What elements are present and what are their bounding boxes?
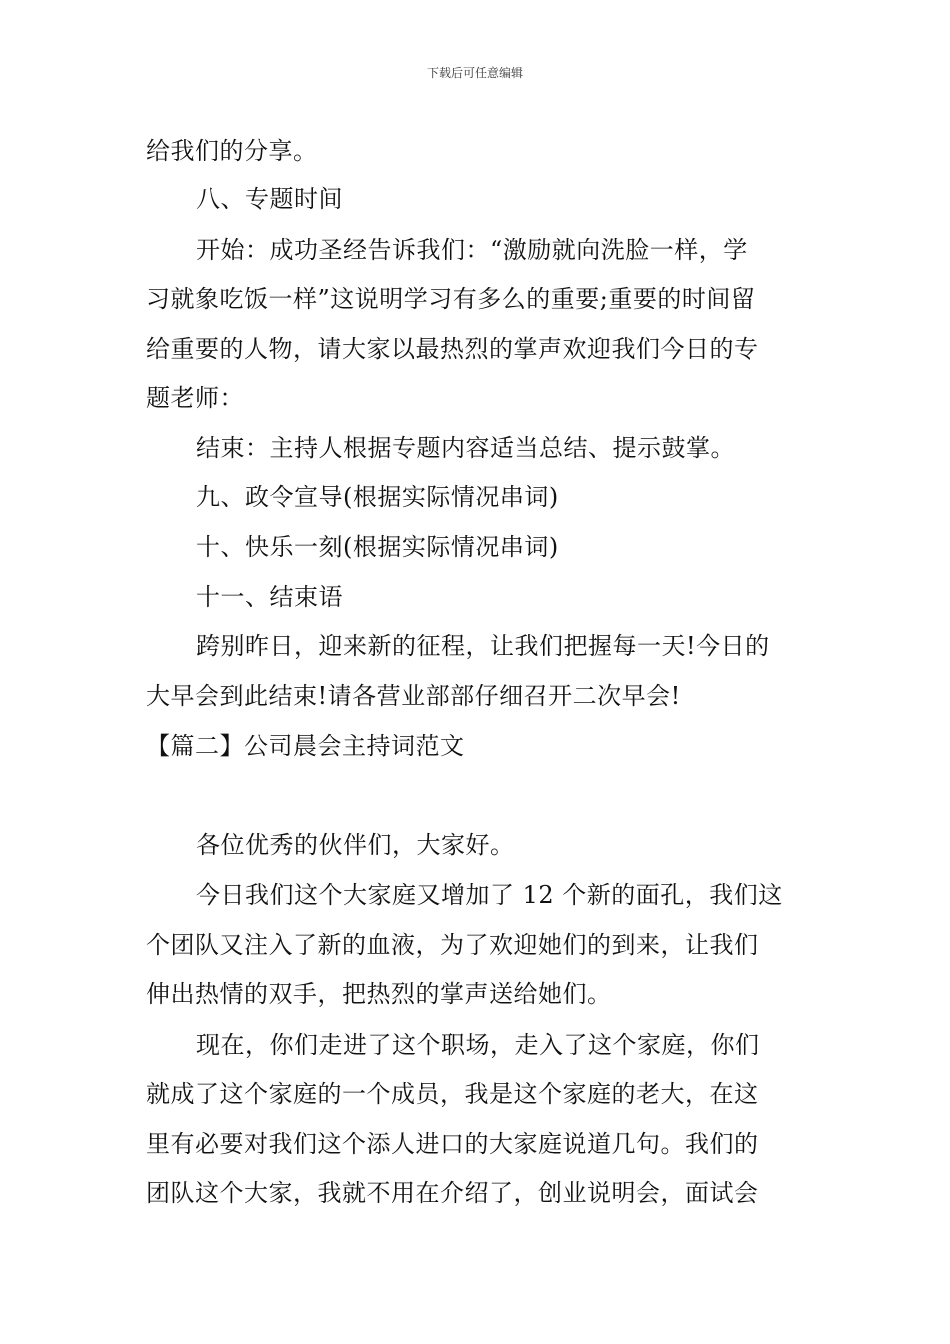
paragraph-line: 给重要的人物，请大家以最热烈的掌声欢迎我们今日的专	[146, 335, 759, 363]
section-heading: 八、专题时间	[196, 185, 343, 213]
paragraph-line: 大早会到此结束!请各营业部部仔细召开二次早会!	[146, 682, 681, 710]
paragraph-line: 今日我们这个大家庭又增加了 12 个新的面孔，我们这	[196, 881, 783, 909]
paragraph-line: 个团队又注入了新的血液，为了欢迎她们的到来，让我们	[146, 931, 759, 959]
paragraph-line: 习就象吃饭一样”这说明学习有多么的重要;重要的时间留	[146, 285, 756, 313]
paragraph-line: 现在，你们走进了这个职场，走入了这个家庭，你们	[196, 1031, 760, 1059]
chapter-title: 【篇二】公司晨会主持词范文	[146, 732, 465, 760]
paragraph-line: 里有必要对我们这个添人进口的大家庭说道几句。我们的	[146, 1130, 759, 1158]
paragraph-line: 团队这个大家，我就不用在介绍了，创业说明会，面试会	[146, 1179, 759, 1207]
page-header: 下载后可任意编辑	[426, 66, 523, 80]
paragraph-line: 结束：主持人根据专题内容适当总结、提示鼓掌。	[196, 434, 735, 462]
section-heading: 十一、结束语	[196, 583, 343, 611]
paragraph-line: 各位优秀的伙伴们，大家好。	[196, 831, 515, 859]
section-heading: 十、快乐一刻(根据实际情况串词)	[196, 533, 559, 561]
paragraph-line: 跨别昨日，迎来新的征程，让我们把握每一天!今日的	[196, 632, 770, 660]
paragraph-line: 就成了这个家庭的一个成员，我是这个家庭的老大，在这	[146, 1080, 759, 1108]
paragraph-line: 伸出热情的双手，把热烈的掌声送给她们。	[146, 980, 612, 1008]
paragraph-line: 开始：成功圣经告诉我们：“激励就向洗脸一样，学	[196, 236, 748, 264]
section-heading: 九、政令宣导(根据实际情况串词)	[196, 483, 559, 511]
paragraph-line: 给我们的分享。	[146, 137, 318, 165]
paragraph-line: 题老师：	[146, 384, 244, 412]
